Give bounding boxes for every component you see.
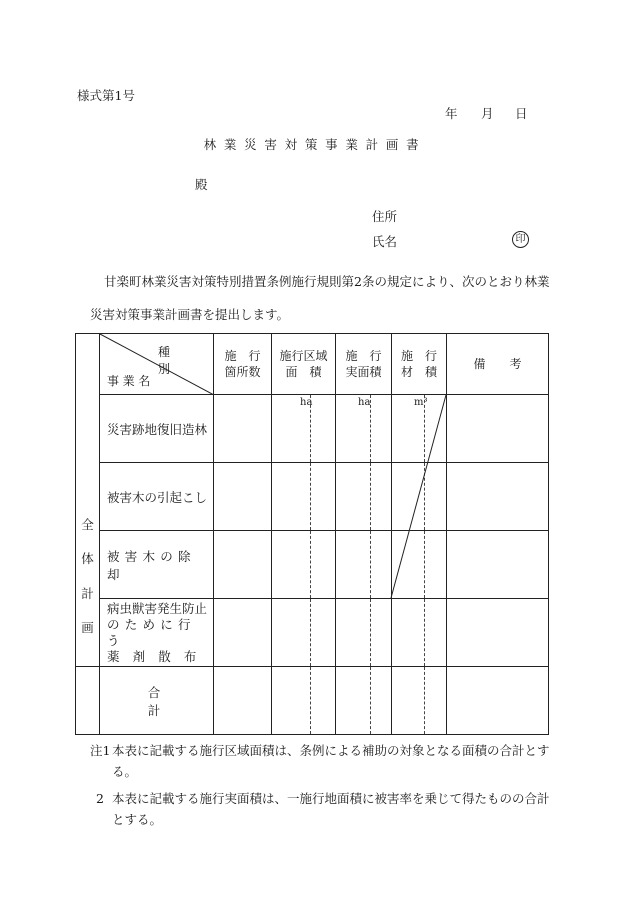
addressee-suffix: 殿	[195, 177, 208, 192]
note-mark: 2	[96, 791, 104, 806]
note-text: 本表に記載する施行実面積は、一施行地面積に被害率を乗じて得たものの合計とする。	[112, 791, 550, 827]
row-label-r2: 被害木の引起こし	[100, 463, 214, 531]
side-label: 全 体 計 画	[76, 395, 100, 667]
header-volume: 施 行 材 積	[392, 334, 447, 395]
seal-mark-icon: 印	[512, 231, 529, 248]
form-number: 様式第1号	[77, 88, 135, 103]
unit-m3: m³	[414, 397, 428, 408]
note-item	[90, 740, 560, 782]
date-year-label: 年	[445, 106, 458, 121]
note-mark: 注1	[90, 743, 111, 758]
header-project-name: 事業名	[107, 374, 154, 388]
row-label-r4: 病虫獣害発生防止 のために行う 薬剤散布	[100, 599, 214, 667]
header-remarks: 備 考	[447, 334, 549, 395]
body-text: 甘楽町林業災害対策特別措置条例施行規則第2条の規定により、次のとおり林業災害対策事業計画書を提出します。	[90, 274, 550, 322]
note-text: 本表に記載する施行区域面積は、条例による補助の対象となる面積の合計とする。	[112, 743, 550, 779]
header-kind: 種別	[158, 345, 199, 376]
document-title: 林業災害対策事業計画書	[203, 137, 427, 152]
header-area: 施行区域 面 積	[272, 334, 336, 395]
notes	[90, 740, 560, 836]
header-locations: 施 行 箇所数	[214, 334, 272, 395]
row-label-r3: 被害木の除却	[100, 531, 214, 599]
row-label-r1: 災害跡地復旧造林	[100, 395, 214, 463]
total-label: 合計	[100, 667, 214, 735]
unit-ha: ha	[300, 397, 313, 408]
name-label: 氏名	[372, 234, 398, 249]
date-day-label: 日	[515, 106, 528, 121]
header-actual-area: 施 行 実面積	[336, 334, 392, 395]
unit-ha: ha	[358, 397, 371, 408]
address-label: 住所	[372, 209, 398, 224]
note-item	[90, 788, 560, 830]
date-month-label: 月	[481, 106, 494, 121]
